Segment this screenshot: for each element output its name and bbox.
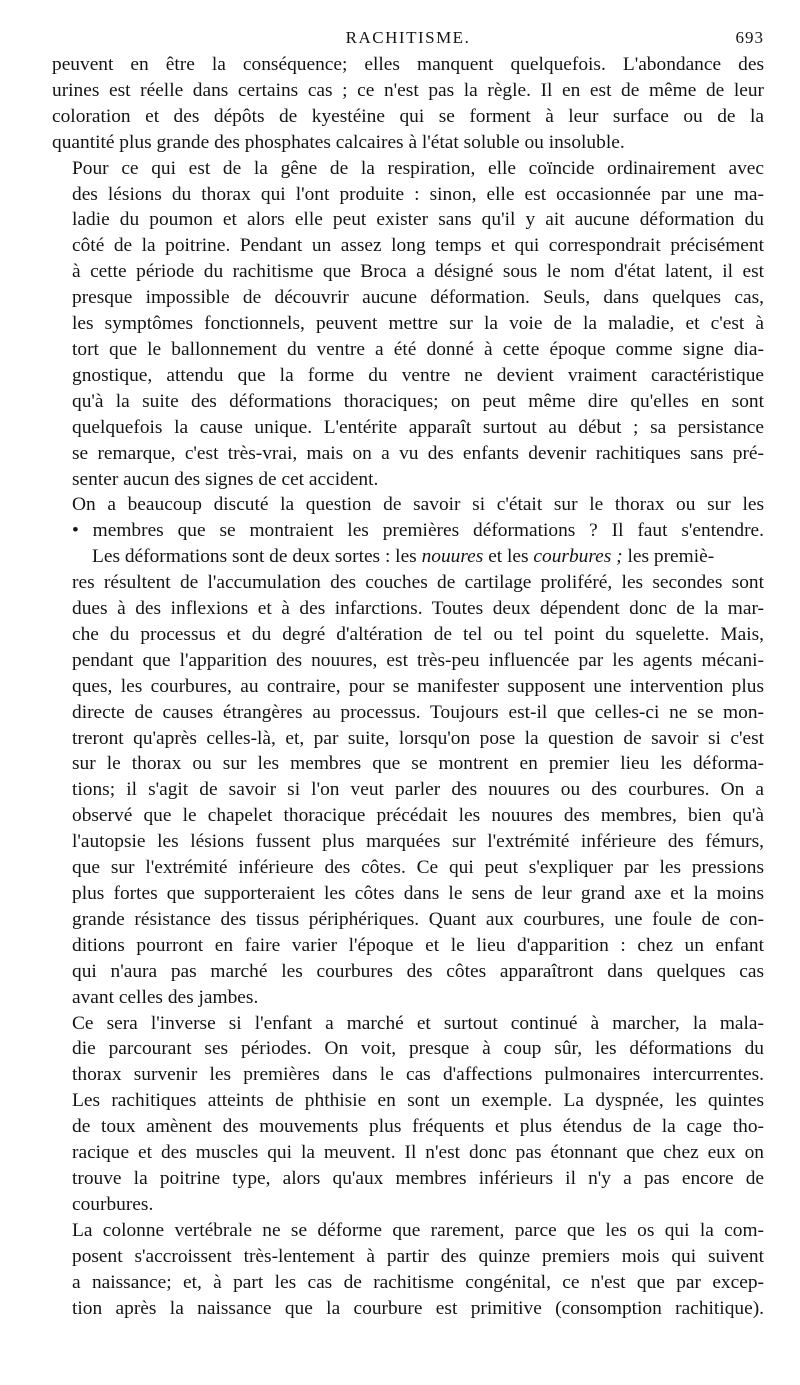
text-line: se remarque, c'est très-vrai, mais on a vu des enfants devenir rachitiques sans pré- [72, 442, 764, 464]
text-line: Ce sera l'inverse si l'enfant a marché et surtout continué à marcher, la mala- [72, 1012, 764, 1034]
running-title: RACHITISME. [345, 28, 471, 47]
text-line: côté de la poitrine. Pendant un assez long temps et qui correspondrait précisément [72, 235, 764, 257]
text-line: pendant que l'apparition des nouures, est très-peu influencée par les agents mécani- [72, 649, 764, 671]
running-head [52, 22, 764, 52]
paragraph-2 [52, 156, 764, 493]
text-line: gnostique, attendu que la forme du ventre ne devient vraiment caractéristique [72, 364, 764, 386]
text-line: quantité plus grande des phosphates calcaires à l'état soluble ou insoluble. [52, 131, 625, 153]
text-line: die parcourant ses périodes. On voit, presque à coup sûr, les déformations du [72, 1038, 764, 1060]
text-line: Les déformations sont de deux sortes : les nouures et les courbures ; les premiè- [92, 546, 715, 568]
text-line: racique et des muscles qui la meuvent. Il n'est donc pas étonnant que chez eux on [72, 1142, 764, 1164]
text-line: directe de causes étrangères au processus. Toujours est-il que celles-ci ne se mon- [72, 701, 764, 723]
text-line: sur le thorax ou sur les membres que se montrent en premier lieu les déforma- [72, 753, 764, 775]
text-line: de toux amènent des mouvements plus fréquents et plus étendus de la cage tho- [72, 1116, 764, 1138]
text-line: ditions pourront en faire varier l'époque et le lieu d'apparition : chez un enfant [72, 934, 764, 956]
text-line: che du processus et du degré d'altération de tel ou tel point du squelette. Mais, [72, 623, 764, 645]
text-line: dues à des inflexions et à des infarctions. Toutes deux dépendent donc de la mar- [72, 598, 764, 620]
text-line: a naissance; et, à part les cas de rachitisme congénital, ce n'est que par excep- [72, 1271, 764, 1293]
text-line: qu'à la suite des déformations thoraciques; on peut même dire qu'elles en sont [72, 390, 764, 412]
italic-term: courbures ; [533, 546, 623, 568]
paragraph-1 [52, 52, 764, 156]
text-line: • membres que se montraient les premières déformations ? Il faut s'entendre. [72, 520, 764, 542]
text-line: ques, les courbures, au contraire, pour se manifester supposent une intervention plus [72, 675, 764, 697]
text-line: urines est réelle dans certains cas ; ce n'est pas la règle. Il en est de même de leur [52, 79, 764, 101]
text-line: plus fortes que supporteraient les côtes dans le sens de leur grand axe et la moins [72, 883, 764, 904]
paragraph-4 [52, 544, 764, 1010]
text-line: trouve la poitrine type, alors qu'aux membres inférieurs il n'y a pas encore de [72, 1167, 764, 1189]
text-line: des lésions du thorax qui l'ont produite : sinon, elle est occasionnée par une ma- [72, 183, 764, 205]
text-line: Pour ce qui est de la gêne de la respiration, elle coïncide ordinairement avec [72, 157, 764, 179]
text-line: thorax survenir les premières dans le cas d'affections pulmonaires intercurrentes. [72, 1064, 764, 1086]
text-line: grande résistance des tissus périphériques. Quant aux courbures, une foule de con- [72, 908, 764, 930]
text-line: ladie du poumon et alors elle peut exister sans qu'il y ait aucune déformation du [72, 209, 764, 231]
text-line: que sur l'extrémité inférieure des côtes. Ce qui peut s'expliquer par les pressions [72, 857, 764, 879]
text-line: tion après la naissance que la courbure est primitive (consomption rachitique). [72, 1297, 764, 1319]
text-line: les symptômes fonctionnels, peuvent mettre sur la voie de la maladie, et c'est à [72, 313, 764, 335]
page-number: 693 [735, 28, 764, 47]
text-line: courbures. [72, 1193, 154, 1215]
text-line: senter aucun des signes de cet accident. [72, 468, 379, 490]
text-line: posent s'accroissent très-lentement à partir des quinze premiers mois qui suivent [72, 1245, 764, 1267]
text-line: On a beaucoup discuté la question de savoir si c'était sur le thorax ou sur les [72, 494, 764, 516]
text-line: La colonne vertébrale ne se déforme que rarement, parce que les os qui la com- [72, 1219, 764, 1241]
italic-term: nouures [421, 546, 484, 568]
text-line: peuvent en être la conséquence; elles manquent quelquefois. L'abondance des [52, 54, 764, 75]
text-line: tions; il s'agit de savoir si l'on veut parler des nouures ou des courbures. On a [72, 779, 764, 801]
text-line: res résultent de l'accumulation des couches de cartilage proliféré, les secondes sont [72, 572, 764, 594]
text-line: à cette période du rachitisme que Broca a désigné sous le nom d'état latent, il est [72, 261, 764, 283]
text-line: qui n'aura pas marché les courbures des côtes apparaîtront dans quelques cas [72, 960, 764, 982]
text-line: coloration et des dépôts de kyestéine qui se forment à leur surface ou de la [52, 105, 764, 127]
paragraph-5 [52, 1011, 764, 1218]
body-text [52, 52, 764, 1321]
text-line: quelquefois la cause unique. L'entérite apparaît surtout au début ; sa persistance [72, 416, 764, 438]
book-page [52, 22, 764, 1321]
text-line: tort que le ballonnement du ventre a été donné à cette époque comme signe dia- [72, 338, 764, 360]
text-line: avant celles des jambes. [72, 986, 259, 1008]
text-line: l'autopsie les lésions fussent plus marquées sur l'extrémité inférieure des fémurs, [72, 831, 764, 853]
text-line: presque impossible de découvrir aucune déformation. Seuls, dans quelques cas, [72, 287, 764, 309]
paragraph-3 [52, 492, 764, 544]
text-line: observé que le chapelet thoracique précédait les nouures des membres, bien qu'à [72, 805, 764, 827]
text-line: Les rachitiques atteints de phthisie en sont un exemple. La dyspnée, les quintes [72, 1090, 764, 1112]
text-line: treront qu'après celles-là, et, par suite, lorsqu'on pose la question de savoir si c'est [72, 727, 764, 749]
paragraph-6 [52, 1218, 764, 1322]
